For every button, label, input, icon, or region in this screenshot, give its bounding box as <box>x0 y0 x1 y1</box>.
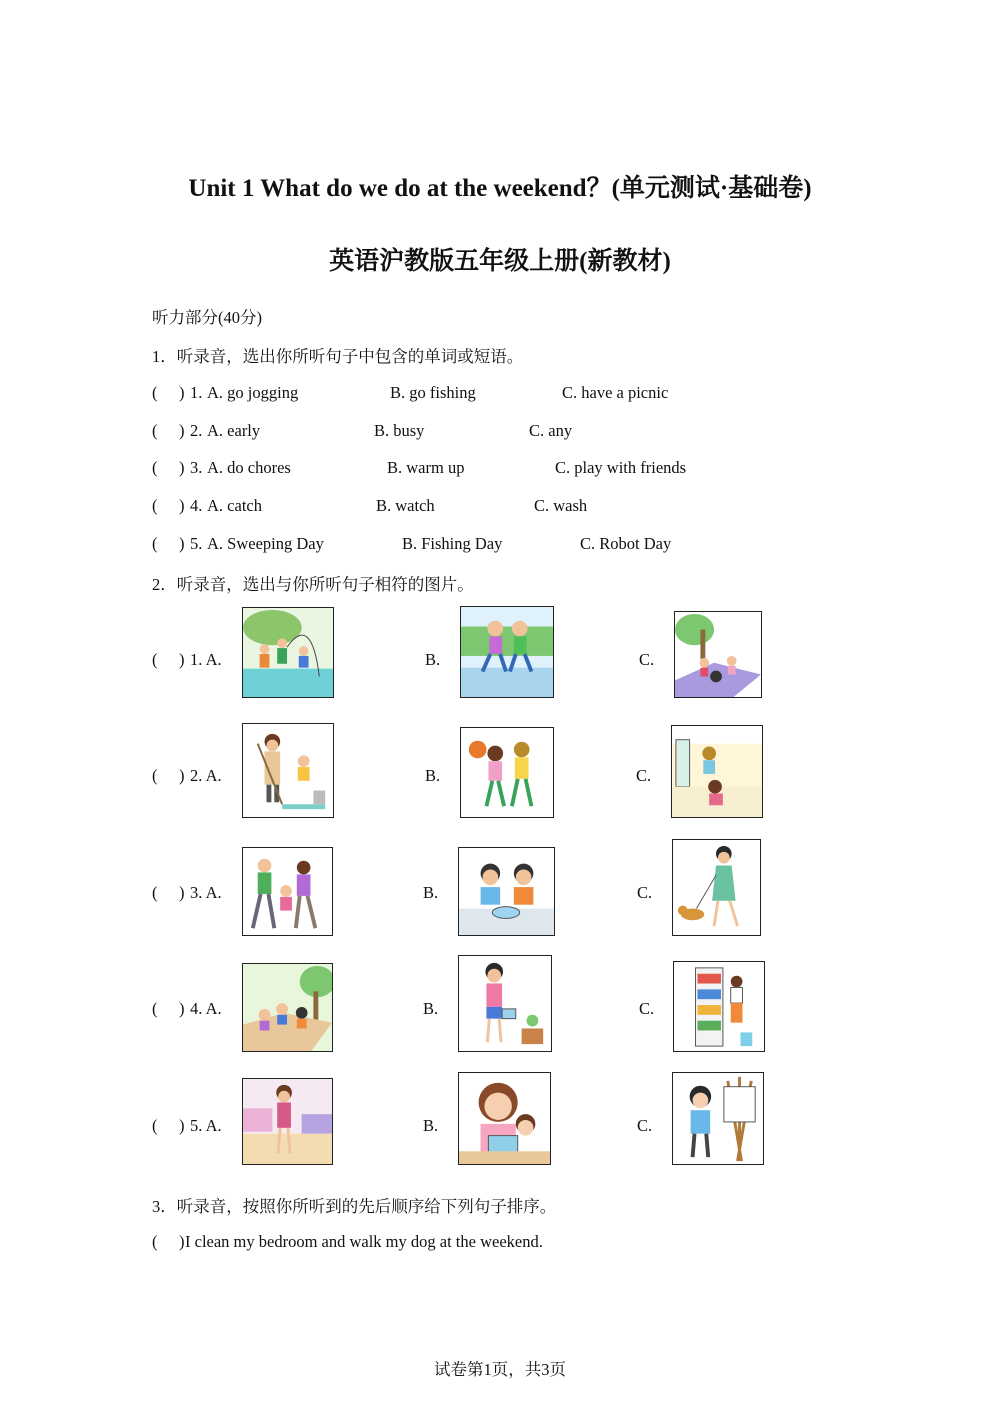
painting-picture <box>672 1072 764 1165</box>
item-number: 2. A. <box>190 766 222 785</box>
walking-dog-picture <box>672 839 761 936</box>
running-picture <box>460 606 554 698</box>
q1-instruction: 1．听录音，选出你所听句子中包含的单词或短语。 <box>152 347 524 366</box>
children-indoor-picture <box>671 725 763 818</box>
option-b-label: B. <box>423 883 439 902</box>
option-c: C. any <box>529 421 573 440</box>
answer-paren-open: ( <box>152 650 158 669</box>
cleaning-bookshelf-picture <box>673 961 765 1052</box>
answer-paren-open: ( <box>152 883 158 902</box>
option-b: B. watch <box>376 496 435 515</box>
answer-paren-open: ( <box>152 999 158 1018</box>
washing-dishes-picture <box>458 847 555 936</box>
basketball-picture <box>460 727 554 818</box>
option-c: C. have a picnic <box>562 383 669 402</box>
answer-paren-open: ( <box>152 766 158 785</box>
option-a: A. Sweeping Day <box>207 534 324 553</box>
answer-paren-open: ( <box>152 496 158 515</box>
q3-instruction: 3．听录音，按照你所听到的先后顺序给下列句子排序。 <box>152 1197 557 1216</box>
option-c: C. wash <box>534 496 588 515</box>
item-number: 3. A. <box>190 883 222 902</box>
option-b-label: B. <box>425 650 441 669</box>
fishing-picture <box>242 607 334 698</box>
item-number: 3. <box>190 458 203 477</box>
answer-paren-close: ) <box>179 766 185 785</box>
item-number: 5. A. <box>190 1116 222 1135</box>
item-number: 4. A. <box>190 999 222 1018</box>
section-heading: 听力部分(40分) <box>152 308 262 327</box>
answer-paren-close: ) <box>179 458 185 477</box>
item-number: 2. <box>190 421 203 440</box>
answer-paren-close: ) <box>179 1116 185 1135</box>
option-c-label: C. <box>636 766 652 785</box>
answer-paren-close: ) <box>179 383 185 402</box>
option-b-label: B. <box>423 1116 439 1135</box>
option-b: B. Fishing Day <box>402 534 503 553</box>
option-a: A. early <box>207 421 261 440</box>
answer-paren-close: ) <box>179 1232 185 1251</box>
item-number: 1. A. <box>190 650 222 669</box>
answer-paren-close: ) <box>179 496 185 515</box>
answer-paren-open: ( <box>152 534 158 553</box>
family-exercise-picture <box>242 847 333 936</box>
sentence-text: I clean my bedroom and walk my dog at the weekend. <box>185 1232 543 1251</box>
answer-paren-close: ) <box>179 650 185 669</box>
answer-paren-close: ) <box>179 421 185 440</box>
watering-plant-picture <box>458 955 552 1052</box>
reading-with-mother-picture <box>458 1072 551 1165</box>
picnic-under-tree-picture <box>674 611 762 698</box>
option-c-label: C. <box>639 650 655 669</box>
page-footer: 试卷第1页，共3页 <box>434 1360 566 1379</box>
option-c: C. Robot Day <box>580 534 672 553</box>
item-number: 5. <box>190 534 203 553</box>
option-a: A. go jogging <box>207 383 299 402</box>
option-b: B. go fishing <box>390 383 476 402</box>
bedroom-cleaning-picture <box>242 1078 333 1165</box>
picnic-picture <box>242 963 333 1052</box>
answer-paren-open: ( <box>152 1116 158 1135</box>
option-c: C. play with friends <box>555 458 687 477</box>
option-b: B. warm up <box>387 458 465 477</box>
option-a: A. do chores <box>207 458 291 477</box>
sweeping-picture <box>242 723 334 818</box>
answer-paren-open: ( <box>152 1232 158 1251</box>
option-c-label: C. <box>639 999 655 1018</box>
answer-paren-close: ) <box>179 883 185 902</box>
answer-paren-close: ) <box>179 534 185 553</box>
option-c-label: C. <box>637 883 653 902</box>
option-c-label: C. <box>637 1116 653 1135</box>
page-subtitle: 英语沪教版五年级上册(新教材) <box>329 248 671 275</box>
item-number: 1. <box>190 383 203 402</box>
page-title: Unit 1 What do we do at the weekend？(单元测试·基础卷) <box>188 175 812 202</box>
answer-paren-close: ) <box>179 999 185 1018</box>
answer-paren-open: ( <box>152 458 158 477</box>
q2-instruction: 2．听录音，选出与你所听句子相符的图片。 <box>152 575 474 594</box>
answer-paren-open: ( <box>152 421 158 440</box>
option-a: A. catch <box>207 496 262 515</box>
option-b-label: B. <box>425 766 441 785</box>
item-number: 4. <box>190 496 203 515</box>
answer-paren-open: ( <box>152 383 158 402</box>
option-b-label: B. <box>423 999 439 1018</box>
option-b: B. busy <box>374 421 425 440</box>
